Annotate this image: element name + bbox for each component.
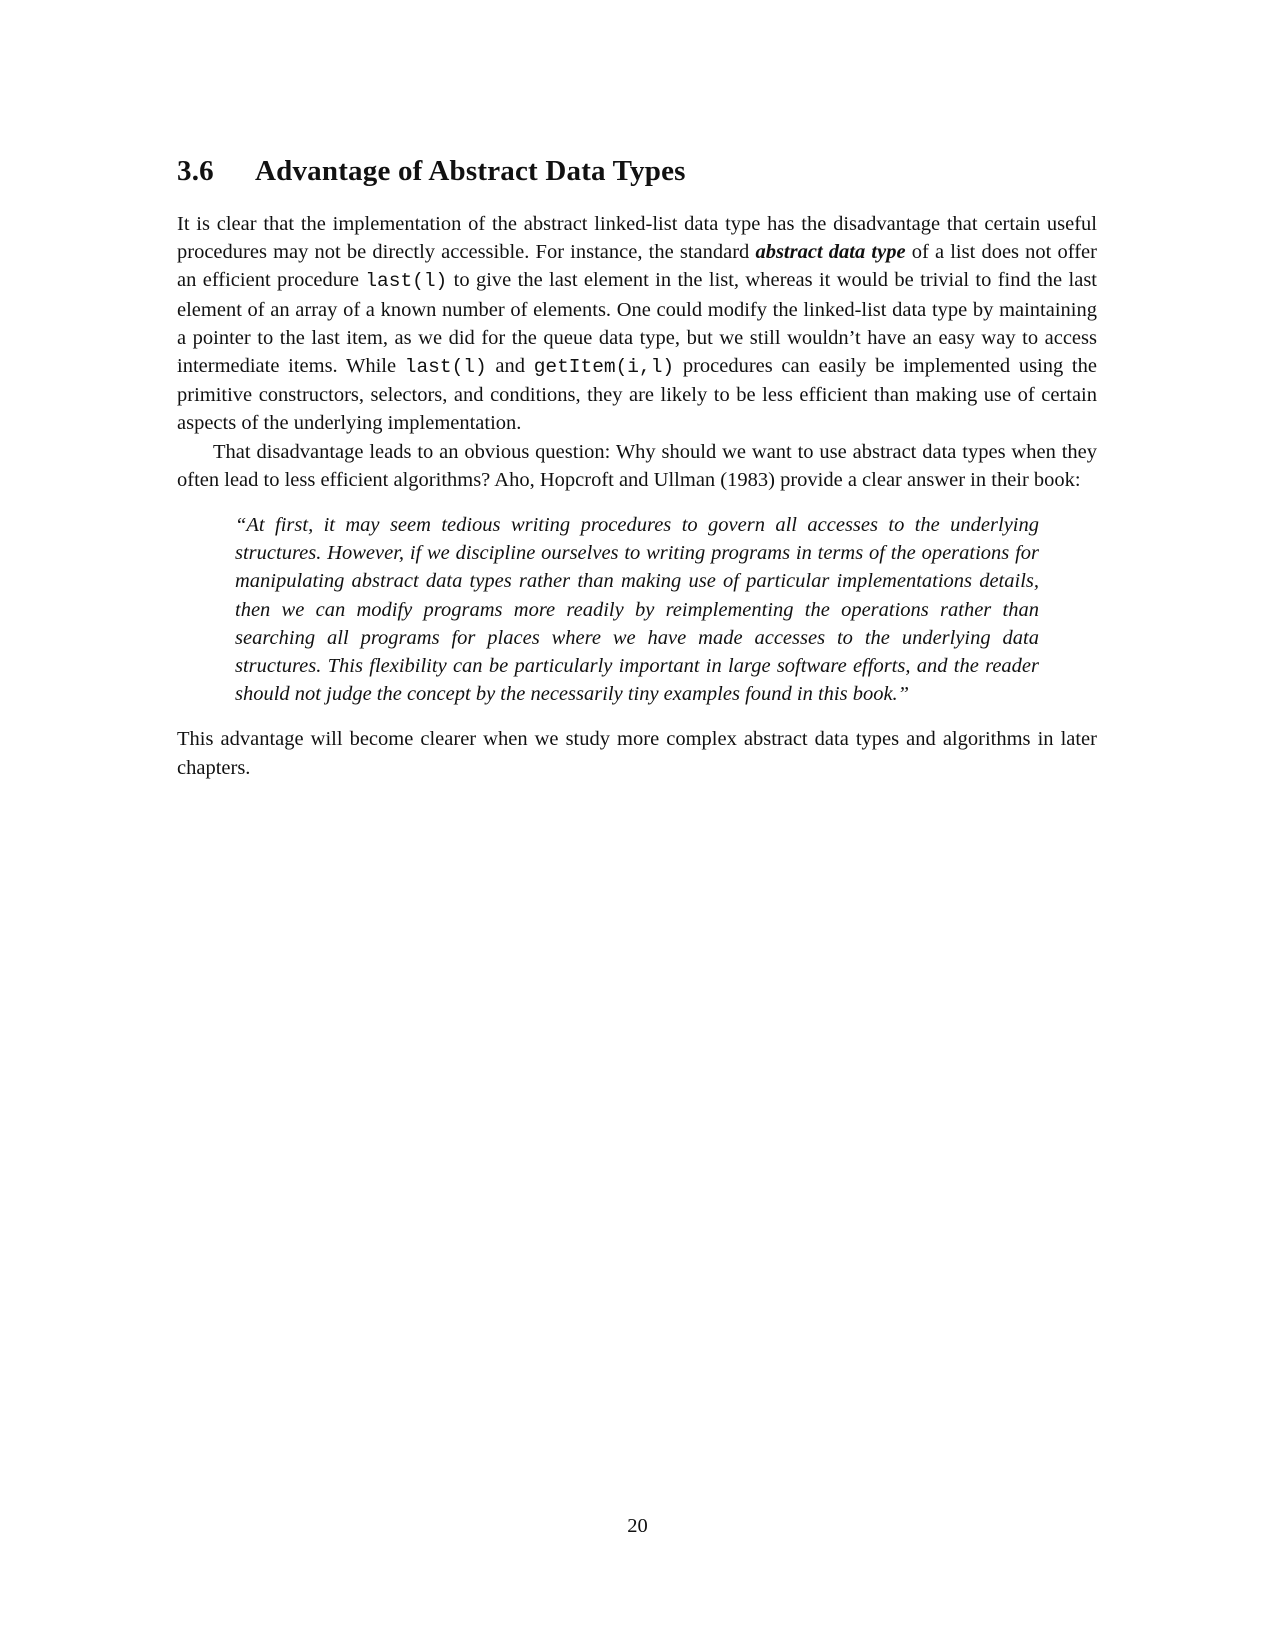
block-quote: “At first, it may seem tedious writing procedures to govern all accesses to the underlying structures. However, if we discipline ourselves to writing programs in terms of the operations for manipulating abstract data types rather than making use of particular implementations details, then we can modify programs more readily by reimplementing the operations rather than searching all programs for places where we have made accesses to the underlying data structures. This flexibility can be particularly important in large software efforts, and the reader should not judge the concept by the necessarily tiny examples found in this book.” (235, 514, 1039, 706)
code-getitem: getItem(i,l) (533, 356, 675, 379)
paragraph-text: It is clear that the implementation of the abstract linked-list data type has the disadvantage that certain useful procedures may not be directly accessible. For instance, the standard (177, 213, 1097, 264)
paragraph-disadvantage (177, 210, 1097, 438)
paragraph-question: That disadvantage leads to an obvious question: Why should we want to use abstract data types when they often lead to less efficient algorithms? Aho, Hopcroft and Ullman (1983) provide a clear answer in their book: (177, 440, 1097, 491)
paragraph-text: procedures can easily be implemented using the primitive constructors, selectors, and conditions, they are likely to be less efficient than making use of certain aspects of the underlying implementation. (177, 355, 1097, 435)
section-heading (177, 155, 1097, 188)
page-content (177, 155, 1097, 782)
paragraph-text: to give the last element in the list, whereas it would be trivial to find the last element of an array of a known number of elements. One could modify the linked-list data type by maintaining a pointer to the last item, as we did for the queue data type, but we still wouldn’t have an easy way to access intermediate items. While (177, 269, 1097, 378)
code-last-2: last(l) (404, 356, 487, 379)
emphasis-abstract-data-type: abstract data type (755, 241, 906, 264)
code-last: last(l) (365, 270, 448, 293)
paragraph-conclusion: This advantage will become clearer when we study more complex abstract data types and algorithms in later chapters. (177, 728, 1097, 779)
page-number: 20 (627, 1515, 648, 1537)
section-title: Advantage of Abstract Data Types (255, 155, 686, 187)
section-number: 3.6 (177, 155, 214, 187)
paragraph-text: and (486, 355, 534, 378)
paragraph-text: of a list does not offer an efficient procedure (177, 241, 1097, 292)
